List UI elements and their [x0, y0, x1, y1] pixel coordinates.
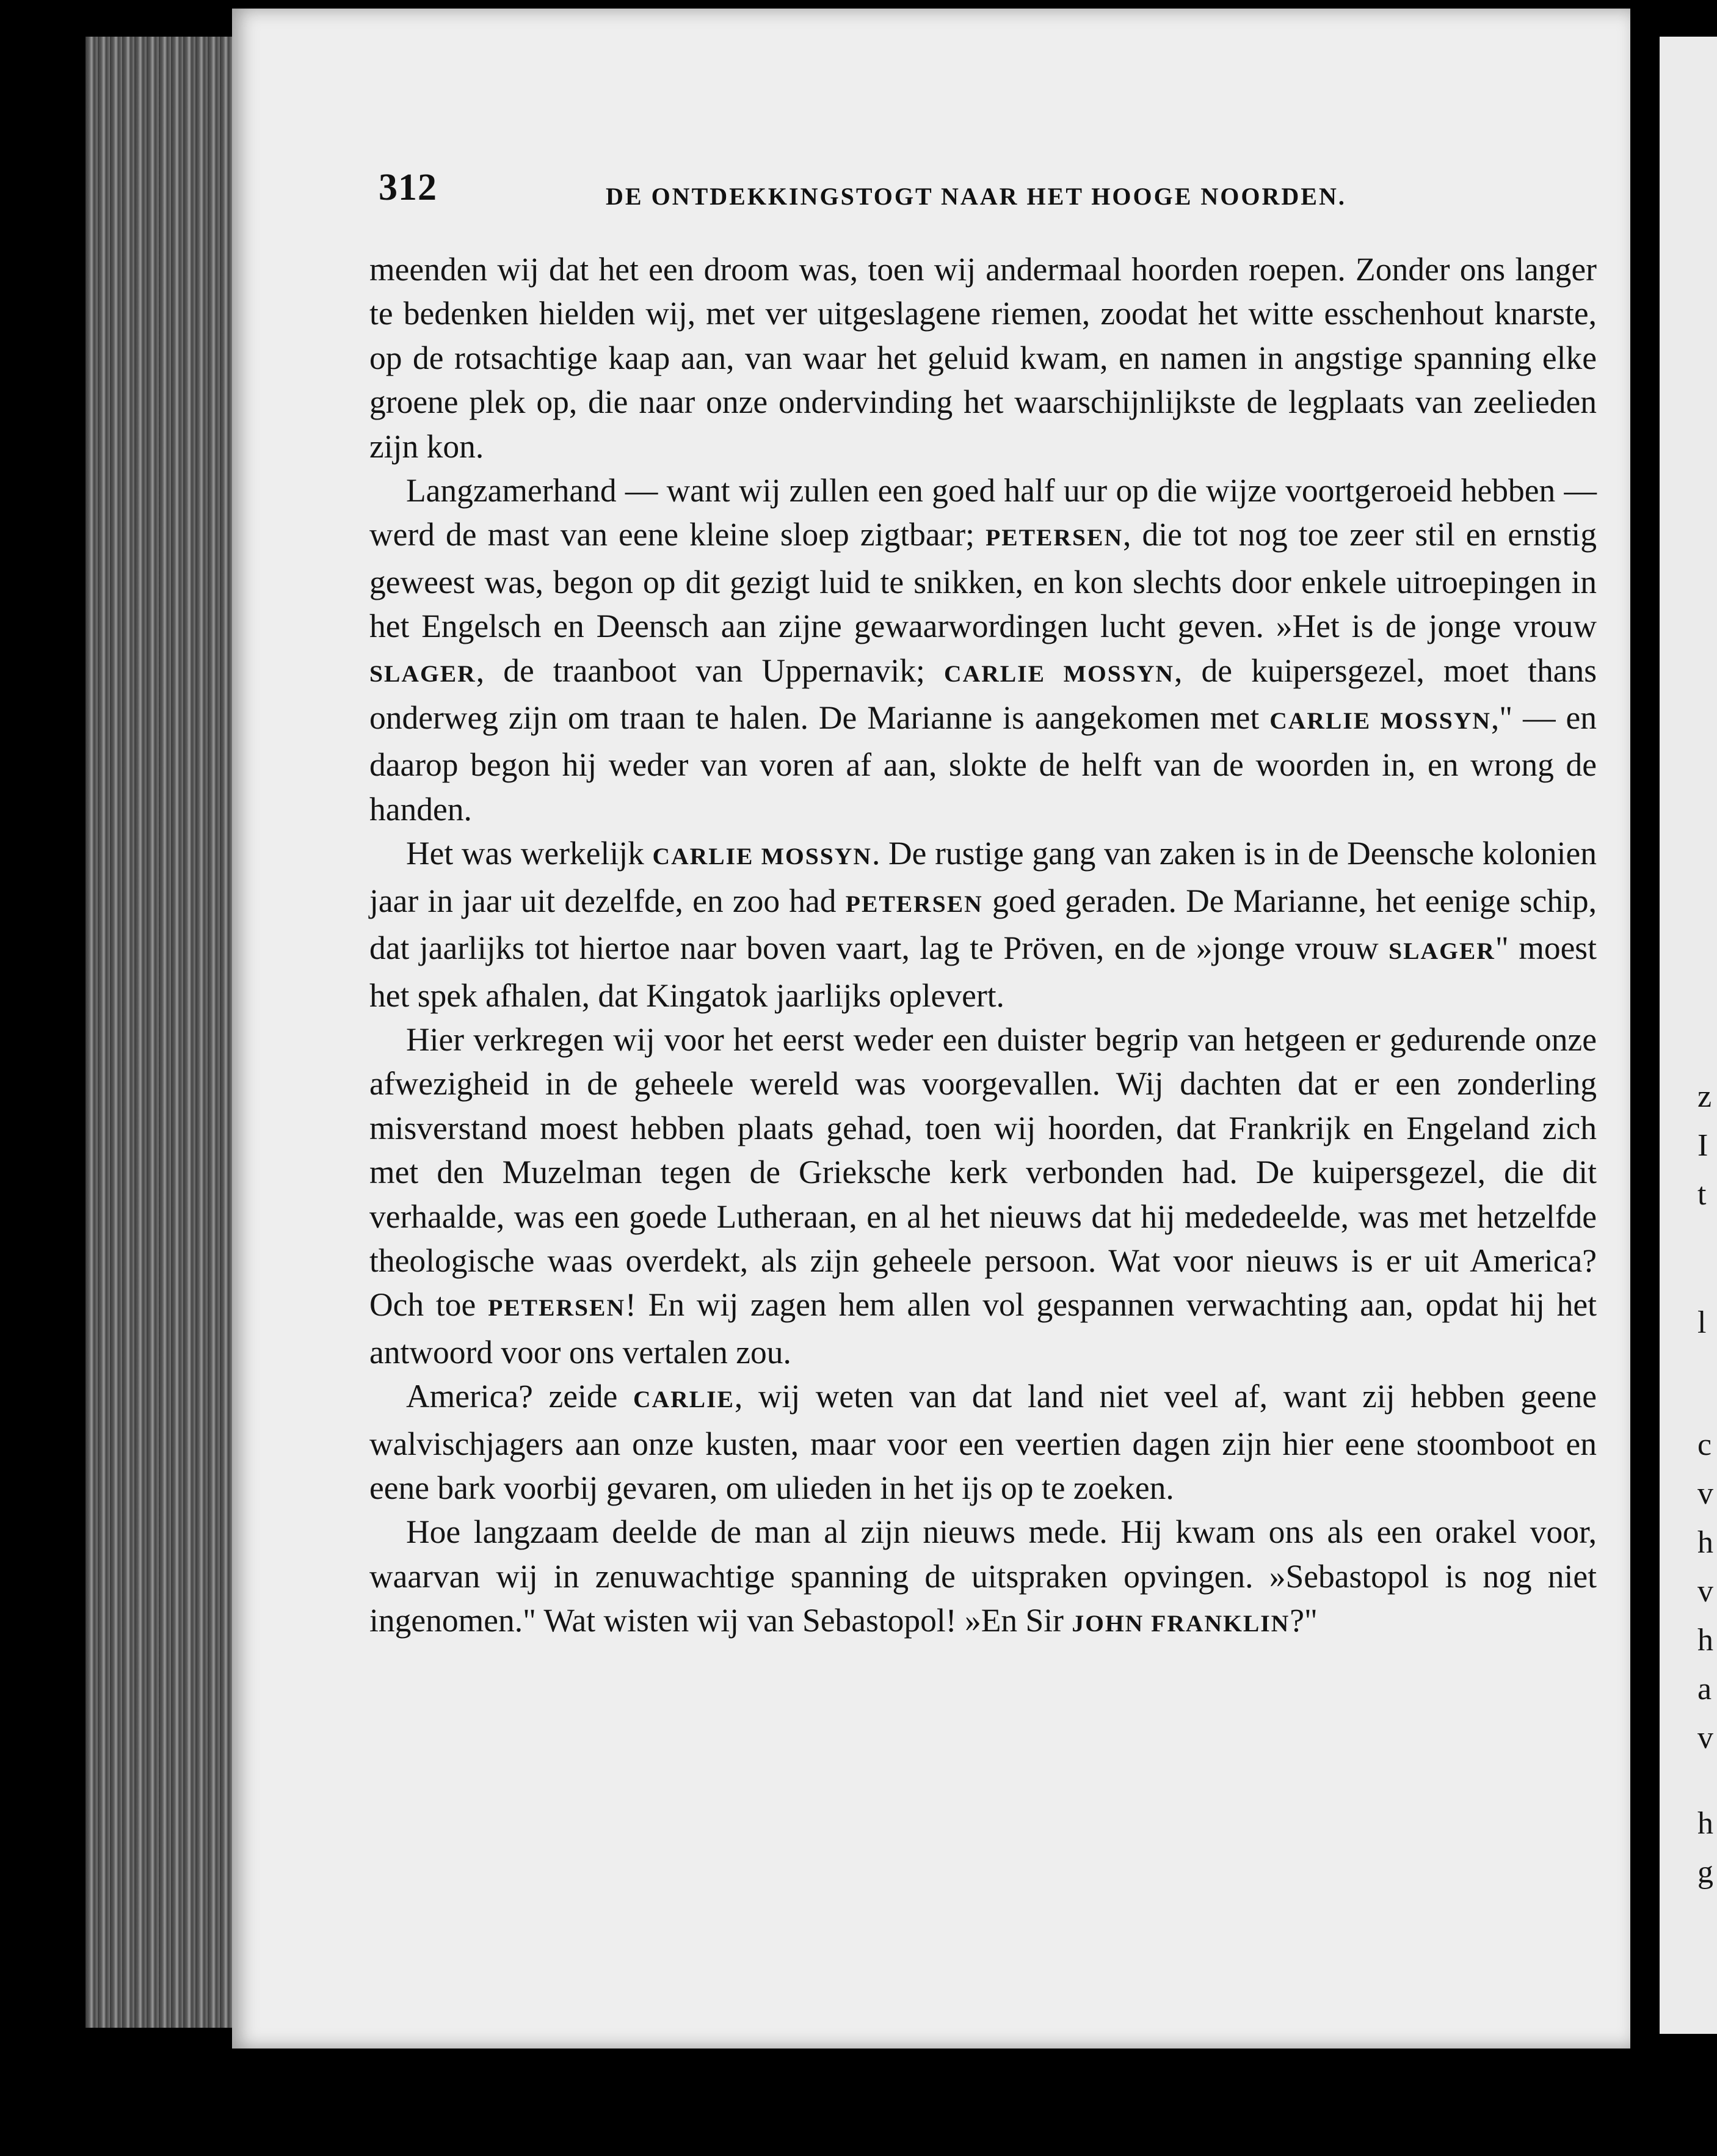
small-caps-name: SLAGER — [1388, 938, 1495, 965]
small-caps-name: SLAGER — [369, 660, 476, 687]
page-number: 312 — [379, 167, 437, 208]
next-page-letter: a — [1697, 1672, 1712, 1706]
text-run: " moest het spek afhalen, dat Kingatok jaarlijks oplevert. — [369, 930, 1597, 1014]
paragraph — [369, 1374, 1597, 1510]
text-run: , die tot nog toe zeer stil en ernstig geweest was, begon op dit gezigt luid te snikken, en kon slechts door enkele uitroepingen in het Engelsch en Deensch aan zijne gewaarwordingen lucht geven. »Het is de jonge vrouw — [369, 516, 1597, 645]
body-text — [369, 247, 1597, 1646]
running-title: DE ONTDEKKINGSTOGT NAAR HET HOOGE NOORDEN. — [606, 183, 1346, 210]
text-run: ," — en daarop begon hij weder van voren af aan, slokte de helft van de woorden in, en wrong de handen. — [369, 699, 1597, 828]
next-page-letter: v — [1697, 1476, 1713, 1511]
next-page-letter: h — [1697, 1806, 1713, 1841]
text-run: goed geraden. De Marianne, het eenige schip, dat jaarlijks tot hiertoe naar boven vaart, lag te Pröven, en de »jonge vrouw — [369, 882, 1597, 967]
small-caps-name: PETERSEN — [986, 524, 1123, 552]
paragraph — [369, 1510, 1597, 1645]
next-page-letter: g — [1697, 1855, 1713, 1890]
page-header — [379, 166, 1386, 215]
small-caps-name: CARLIE MOSSYN — [652, 843, 872, 870]
book-page-edges — [85, 37, 244, 2028]
text-run: ! En wij zagen hem allen vol gespannen verwachting aan, opdat hij het antwoord voor ons vertalen zou. — [369, 1286, 1597, 1371]
next-page-letter: h — [1697, 1623, 1713, 1658]
next-page-letter: I — [1697, 1128, 1708, 1163]
paragraph — [369, 1018, 1597, 1374]
small-caps-name: CARLIE MOSSYN — [1269, 707, 1491, 735]
text-run: Hoe langzaam deelde de man al zijn nieuws mede. Hij kwam ons als een orakel voor, waarvan wij in zenuwachtige spanning de uitspraken opvingen. »Sebastopol is nog niet ingenomen." Wat wisten wij van Sebastopol! »En Sir — [369, 1513, 1597, 1639]
next-page-letter: v — [1697, 1721, 1713, 1755]
next-page-letter: c — [1697, 1427, 1712, 1462]
text-run: , de kuipersgezel, moet thans onderweg zijn om traan te halen. De Marianne is aangekomen met — [369, 652, 1597, 737]
next-page-letter: t — [1697, 1177, 1707, 1212]
text-run: ?" — [1290, 1602, 1318, 1639]
text-run: , de traanboot van Uppernavik; — [476, 652, 945, 689]
text-run: America? zeide — [406, 1378, 633, 1415]
next-page-letter: l — [1697, 1305, 1707, 1340]
text-run: . De rustige gang van zaken is in de Deensche kolonien jaar in jaar uit dezelfde, en zoo had — [369, 835, 1597, 919]
next-page-edge — [1660, 37, 1717, 2034]
text-run: Het was werkelijk — [406, 835, 653, 872]
next-page-letter: v — [1697, 1574, 1713, 1609]
text-run: Hier verkregen wij voor het eerst weder een duister begrip van hetgeen er gedurende onze afwezigheid in de geheele wereld was voorgevallen. Wij dachten dat er een zonderling misverstand moest hebben plaats gehad, toen wij hoorden, dat Frankrijk en Engeland zich met den Muzelman tegen de Grieksche kerk verbonden had. De kuipersgezel, die dit verhaalde, was een goede Lutheraan, en al het nieuws dat hij mededeelde, was met hetzelfde theologische waas overdekt, als zijn geheele persoon. Wat voor nieuws is er uit America? Och toe — [369, 1021, 1597, 1324]
text-run: meenden wij dat het een droom was, toen wij andermaal hoorden roepen. Zonder ons langer te bedenken hielden wij, met ver uitgeslagene riemen, zoodat het witte esschenhout knarste, op de rotsachtige kaap aan, van waar het geluid kwam, en namen in angstige spanning elke groene plek op, die naar onze ondervinding het waarschijnlijkste de legplaats van zeelieden zijn kon. — [369, 251, 1597, 465]
paragraph — [369, 831, 1597, 1018]
next-page-letter: h — [1697, 1525, 1713, 1560]
small-caps-name: PETERSEN — [845, 890, 983, 917]
small-caps-name: CARLIE — [633, 1386, 735, 1413]
small-caps-name: JOHN FRANKLIN — [1072, 1610, 1290, 1637]
paragraph — [369, 468, 1597, 831]
paragraph — [369, 247, 1597, 468]
text-run: Langzamerhand — want wij zullen een goed half uur op die wijze voortgeroeid hebben — werd de mast van eene kleine sloep zigtbaar; — [369, 472, 1597, 553]
small-caps-name: CARLIE MOSSYN — [944, 660, 1174, 687]
next-page-letter: z — [1697, 1079, 1712, 1114]
small-caps-name: PETERSEN — [488, 1294, 626, 1322]
text-run: , wij weten van dat land niet veel af, want zij hebben geene walvischjagers aan onze kusten, maar voor een veertien dagen zijn hier eene stoomboot en eene bark voorbij gevaren, om ulieden in het ijs op te zoeken. — [369, 1378, 1597, 1506]
